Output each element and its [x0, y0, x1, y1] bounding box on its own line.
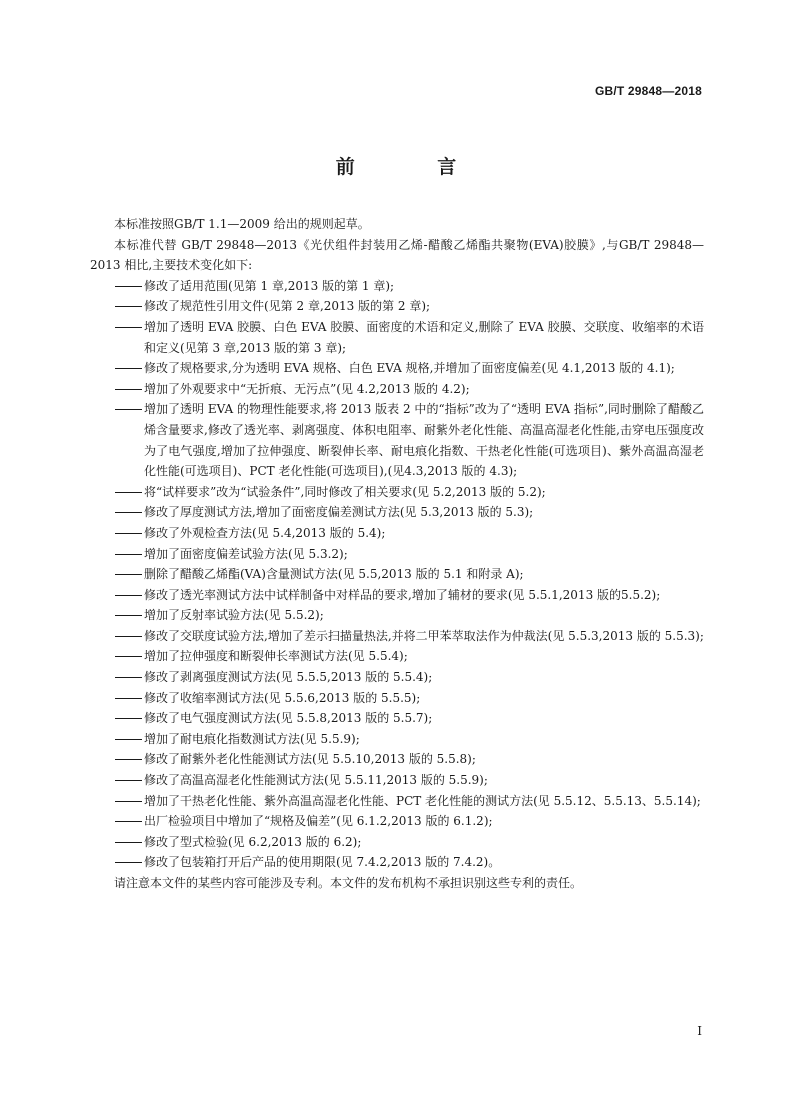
change-text: 修改了包装箱打开后产品的使用期限(见 7.4.2,2013 版的 7.4.2)。	[144, 855, 501, 870]
change-text: 修改了厚度测试方法,增加了面密度偏差测试方法(见 5.3,2013 版的 5.3);	[144, 505, 534, 520]
change-item	[90, 749, 704, 770]
change-text: 修改了耐紫外老化性能测试方法(见 5.5.10,2013 版的 5.5.8);	[144, 752, 476, 767]
change-list	[90, 276, 704, 873]
change-text: 修改了高温高湿老化性能测试方法(见 5.5.11,2013 版的 5.5.9);	[144, 773, 488, 788]
change-text: 增加了透明 EVA 胶膜、白色 EVA 胶膜、面密度的术语和定义,删除了 EVA 胶膜、交联度、收缩率的术语和定义(见第 3 章,2013 版的第 3 章);	[144, 319, 704, 355]
change-item	[90, 770, 704, 791]
page-number: I	[697, 1024, 702, 1038]
dash-marker	[115, 770, 142, 791]
intro-paragraph: 本标准按照GB/T 1.1—2009 给出的规则起草。	[114, 217, 370, 231]
dash-marker	[115, 544, 142, 565]
change-item	[90, 379, 704, 400]
dash-marker	[115, 399, 142, 420]
dash-marker	[115, 523, 142, 544]
change-item	[90, 523, 704, 544]
dash-marker	[115, 646, 142, 667]
dash-marker	[115, 276, 142, 297]
change-text: 修改了交联度试验方法,增加了差示扫描量热法,并将二甲苯萃取法作为仲裁法(见 5.5.3,2013 版的 5.5.3);	[144, 628, 704, 643]
change-item	[90, 399, 704, 481]
change-item	[90, 626, 704, 647]
change-item	[90, 688, 704, 709]
change-text: 增加了耐电痕化指数测试方法(见 5.5.9);	[144, 731, 360, 746]
change-item	[90, 667, 704, 688]
change-text: 修改了透光率测试方法中试样制备中对样品的要求,增加了辅材的要求(见 5.5.1,2013 版的5.5.2);	[144, 587, 661, 602]
dash-marker	[115, 729, 142, 750]
dash-marker	[115, 626, 142, 647]
dash-marker	[115, 502, 142, 523]
dash-marker	[115, 749, 142, 770]
change-item	[90, 729, 704, 750]
change-item	[90, 791, 704, 812]
dash-marker	[115, 296, 142, 317]
change-text: 将“试样要求”改为“试验条件”,同时修改了相关要求(见 5.2,2013 版的 5.2);	[144, 484, 546, 499]
change-text: 修改了规格要求,分为透明 EVA 规格、白色 EVA 规格,并增加了面密度偏差(见 4.1,2013 版的 4.1);	[144, 361, 675, 376]
change-text: 修改了规范性引用文件(见第 2 章,2013 版的第 2 章);	[144, 299, 431, 314]
dash-marker	[115, 811, 142, 832]
change-text: 修改了外观检查方法(见 5.4,2013 版的 5.4);	[144, 525, 386, 540]
change-item	[90, 544, 704, 565]
change-text: 增加了透明 EVA 的物理性能要求,将 2013 版表 2 中的“指标”改为了“透明 EVA 指标”,同时删除了醋酸乙烯含量要求,修改了透光率、剥离强度、体积电阻率、耐紫外老化性能、高温高湿老化性能,击穿电压强度改为了电气强度,增加了拉伸强度、断裂伸长率、耐电痕化指数、干热老化性能(可选项目)、紫外高温高湿老化性能(可选项目)、PCT 老化性能(可选项目),(见4.3,2013 版的 4.3);	[144, 402, 704, 479]
document-body	[90, 214, 704, 894]
dash-marker	[115, 605, 142, 626]
change-item	[90, 605, 704, 626]
standard-code: GB/T 29848—2018	[594, 84, 702, 98]
change-text: 增加了干热老化性能、紫外高温高湿老化性能、PCT 老化性能的测试方法(见 5.5.12、5.5.13、5.5.14);	[144, 793, 701, 808]
change-item	[90, 708, 704, 729]
change-text: 出厂检验项目中增加了“规格及偏差”(见 6.1.2,2013 版的 6.1.2);	[144, 814, 493, 829]
dash-marker	[115, 708, 142, 729]
change-item	[90, 276, 704, 297]
change-text: 删除了醋酸乙烯酯(VA)含量测试方法(见 5.5,2013 版的 5.1 和附录 A);	[144, 567, 524, 582]
dash-marker	[115, 688, 142, 709]
change-item	[90, 482, 704, 503]
change-text: 修改了型式检验(见 6.2,2013 版的 6.2);	[144, 834, 362, 849]
dash-marker	[115, 482, 142, 503]
change-item	[90, 852, 704, 873]
change-item	[90, 585, 704, 606]
dash-marker	[115, 852, 142, 873]
change-text: 增加了外观要求中“无折痕、无污点”(见 4.2,2013 版的 4.2);	[144, 381, 470, 396]
dash-marker	[115, 832, 142, 853]
change-text: 修改了收缩率测试方法(见 5.5.6,2013 版的 5.5.5);	[144, 690, 421, 705]
change-text: 修改了剥离强度测试方法(见 5.5.5,2013 版的 5.5.4);	[144, 670, 433, 685]
change-item	[90, 317, 704, 358]
change-text: 修改了适用范围(见第 1 章,2013 版的第 1 章);	[144, 278, 395, 293]
dash-marker	[115, 791, 142, 812]
change-item	[90, 646, 704, 667]
change-item	[90, 564, 704, 585]
change-item	[90, 296, 704, 317]
change-item	[90, 502, 704, 523]
dash-marker	[115, 667, 142, 688]
dash-marker	[115, 317, 142, 338]
dash-marker	[115, 585, 142, 606]
dash-marker	[115, 564, 142, 585]
change-text: 增加了反射率试验方法(见 5.5.2);	[144, 608, 324, 623]
change-item	[90, 811, 704, 832]
page-title: 前 言	[335, 156, 495, 178]
change-text: 修改了电气强度测试方法(见 5.5.8,2013 版的 5.5.7);	[144, 711, 433, 726]
change-text: 增加了拉伸强度和断裂伸长率测试方法(见 5.5.4);	[144, 649, 408, 664]
dash-marker	[115, 379, 142, 400]
change-item	[90, 358, 704, 379]
change-text: 增加了面密度偏差试验方法(见 5.3.2);	[144, 546, 348, 561]
intro-paragraph: 本标准代替 GB/T 29848—2013《光伏组件封装用乙烯-醋酸乙烯酯共聚物(EVA)胶膜》,与GB/T 29848—2013 相比,主要技术变化如下:	[90, 237, 704, 273]
change-item	[90, 832, 704, 853]
dash-marker	[115, 358, 142, 379]
closing-paragraph: 请注意本文件的某些内容可能涉及专利。本文件的发布机构不承担识别这些专利的责任。	[114, 876, 583, 890]
